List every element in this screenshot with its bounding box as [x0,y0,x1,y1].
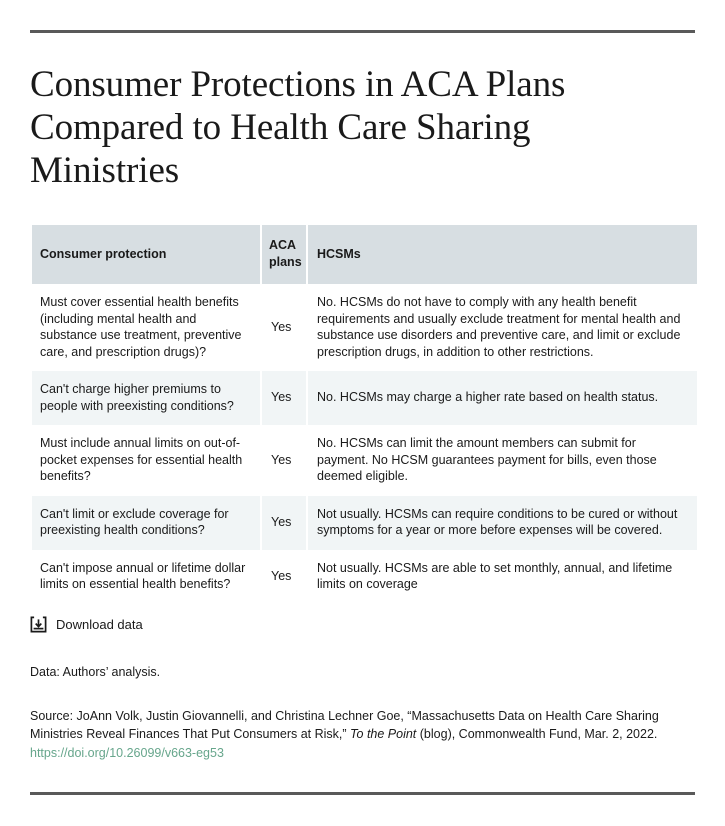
comparison-table [30,225,699,604]
table-body [32,284,697,604]
cell-hcsms: Not usually. HCSMs are able to set monthly, annual, and lifetime limits on coverage [308,550,697,604]
content-column [30,0,695,795]
table-header-row [32,225,697,284]
cell-consumer-protection: Can't limit or exclude coverage for preexisting health conditions? [32,496,260,550]
table-row [32,496,697,550]
download-data-label: Download data [56,616,143,632]
cell-consumer-protection: Must cover essential health benefits (including mental health and substance use treatment, preventive care, and prescription drugs)? [32,284,260,371]
cell-aca-plans: Yes [262,371,306,425]
cell-hcsms: No. HCSMs do not have to comply with any health benefit requirements and usually exclude treatment for mental health and substance use disorders and preventive care, and limit or exclude prescription drugs, in addition to other restrictions. [308,284,697,371]
cell-aca-plans: Yes [262,284,306,371]
data-note: Data: Authors’ analysis. [30,664,161,679]
source-note [30,707,692,763]
table-container [30,225,695,604]
table-row [32,425,697,496]
source-publication-title: To the Point [350,727,417,741]
cell-hcsms: No. HCSMs can limit the amount members can submit for payment. No HCSM guarantees payment for bills, even those deemed eligible. [308,425,697,496]
table-row [32,284,697,371]
cell-consumer-protection: Can't impose annual or lifetime dollar limits on essential health benefits? [32,550,260,604]
table-row [32,550,697,604]
cell-aca-plans: Yes [262,550,306,604]
bottom-divider [30,792,695,795]
top-divider [30,30,695,33]
cell-consumer-protection: Must include annual limits on out-of-pocket expenses for essential health benefits? [32,425,260,496]
download-data-button[interactable] [30,616,143,633]
source-text-pre: Source: JoAnn Volk, Justin Giovannelli, and Christina Lechner Goe, “Massachusetts Data on Health Care Sharing Ministries Reveal Finances That Put Consumers at Risk,” [30,708,659,741]
table-row [32,371,697,425]
source-text-mid: (blog), Commonwealth Fund, Mar. 2, 2022. [416,727,658,741]
cell-aca-plans: Yes [262,425,306,496]
table-header [32,225,697,284]
column-header-aca-plans: ACA plans [262,225,306,284]
cell-aca-plans: Yes [262,496,306,550]
column-header-hcsms: HCSMs [308,225,697,284]
source-doi-link[interactable]: https://doi.org/10.26099/v663-eg53 [30,745,224,760]
download-icon [30,616,47,633]
cell-hcsms: No. HCSMs may charge a higher rate based on health status. [308,371,697,425]
cell-hcsms: Not usually. HCSMs can require conditions to be cured or without symptoms for a year or more before expenses will be covered. [308,496,697,550]
column-header-consumer-protection: Consumer protection [32,225,260,284]
cell-consumer-protection: Can't charge higher premiums to people with preexisting conditions? [32,371,260,425]
page-title: Consumer Protections in ACA Plans Compared to Health Care Sharing Ministries [30,64,566,191]
